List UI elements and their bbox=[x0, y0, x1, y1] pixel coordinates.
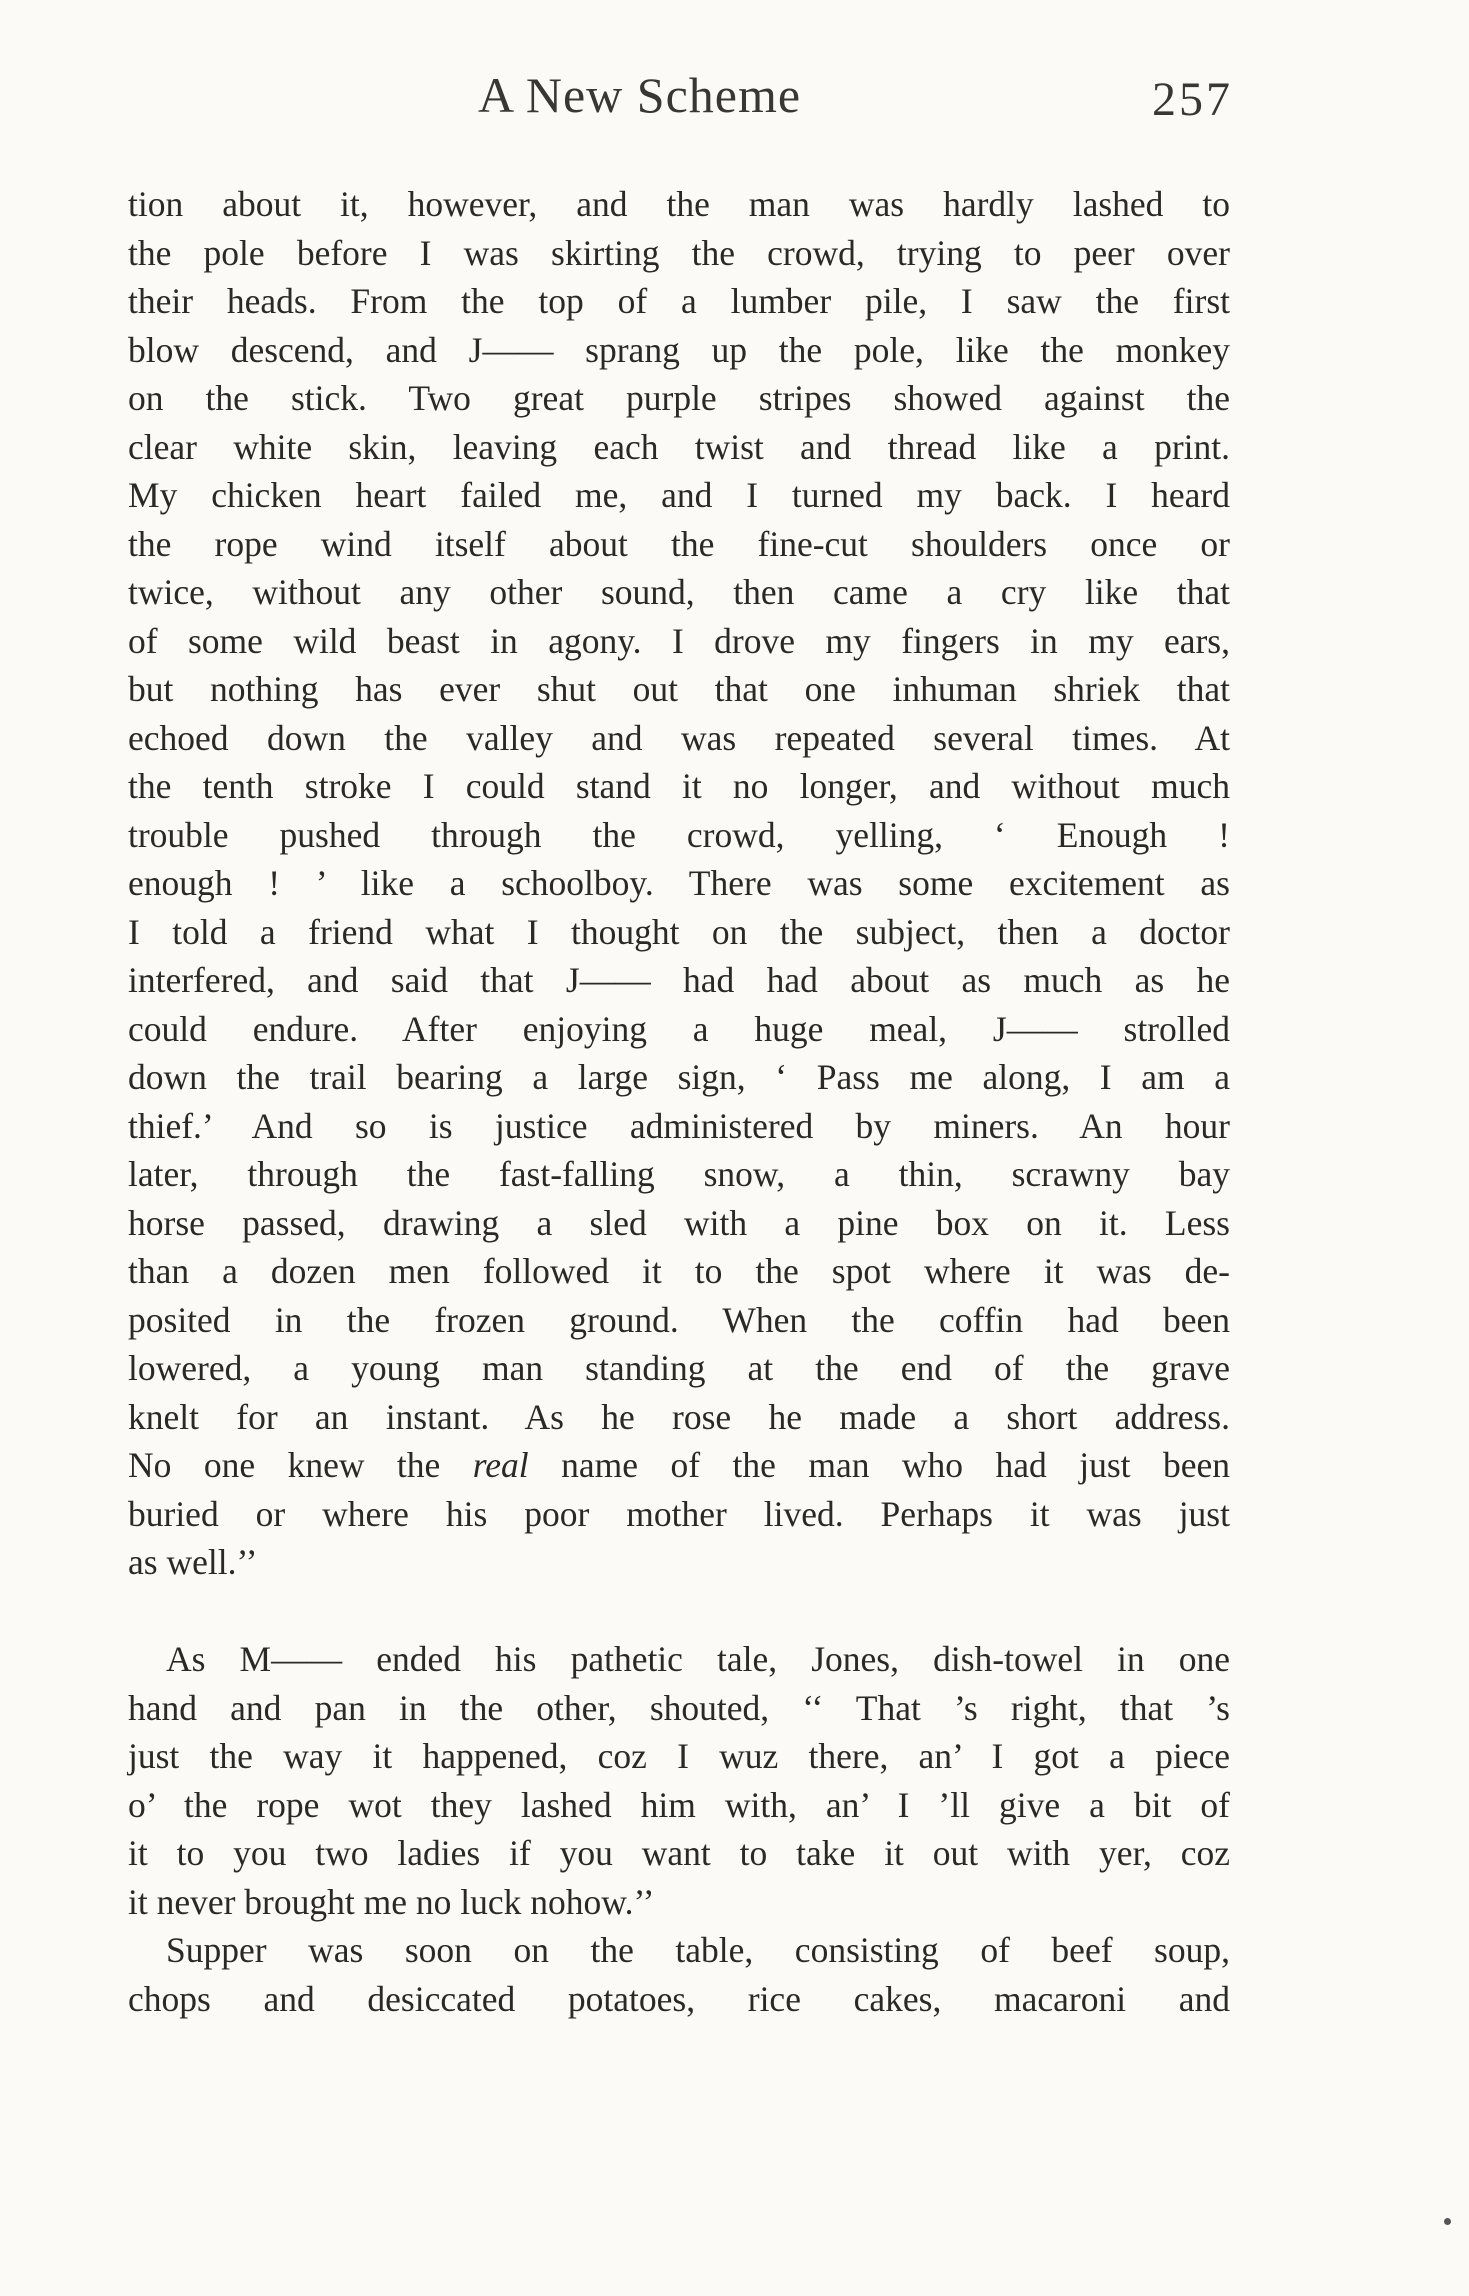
text-line: As M—— ended his pathetic tale, Jones, dish-towel in one bbox=[166, 1639, 1230, 1679]
text-line: thief.’ And so is justice administered by miners. An hour bbox=[128, 1105, 1230, 1146]
text-line: the rope wind itself about the fine-cut shoulders once or bbox=[128, 523, 1230, 564]
text-line: down the trail bearing a large sign, ‘ Pass me along, I am a bbox=[128, 1057, 1230, 1097]
text-line: I told a friend what I thought on the subject, then a doctor bbox=[128, 911, 1230, 952]
text-line: clear white skin, leaving each twist and thread like a print. bbox=[128, 426, 1230, 467]
text-line: horse passed, drawing a sled with a pine box on it. Less bbox=[128, 1202, 1230, 1243]
text-line: interfered, and said that J—— had had about as much as he bbox=[128, 960, 1230, 1000]
body-text bbox=[128, 180, 1230, 2023]
text-line: later, through the fast-falling snow, a thin, scrawny bay bbox=[128, 1154, 1230, 1194]
text-segment: name of the man who had just been bbox=[561, 1445, 1231, 1485]
text-line: as well.’’ bbox=[128, 1542, 258, 1582]
text-line: it never brought me no luck nohow.’’ bbox=[128, 1881, 655, 1922]
text-line: o’ the rope wot they lashed him with, an’ I ’ll give a bit of bbox=[128, 1784, 1230, 1825]
paragraph-gap bbox=[128, 1587, 1230, 1636]
text-line: lowered, a young man standing at the end of the grave bbox=[128, 1348, 1230, 1388]
text-line: tion about it, however, and the man was hardly lashed to bbox=[128, 184, 1230, 224]
text-line: chops and desiccated potatoes, rice cakes, macaroni and bbox=[128, 1978, 1230, 2019]
text-line: it to you two ladies if you want to take it out with yer, coz bbox=[128, 1833, 1230, 1873]
text-line: trouble pushed through the crowd, yelling, ‘ Enough ! bbox=[128, 814, 1230, 855]
text-line: could endure. After enjoying a huge meal, J—— strolled bbox=[128, 1008, 1230, 1049]
text-line: blow descend, and J—— sprang up the pole, like the monkey bbox=[128, 329, 1230, 370]
text-segment: No one knew the bbox=[128, 1445, 441, 1485]
text-line: the tenth stroke I could stand it no longer, and without much bbox=[128, 766, 1230, 806]
text-line: buried or where his poor mother lived. Perhaps it was just bbox=[128, 1493, 1230, 1534]
text-line: twice, without any other sound, then came a cry like that bbox=[128, 572, 1230, 612]
text-line: than a dozen men followed it to the spot where it was de- bbox=[128, 1251, 1230, 1291]
text-line: My chicken heart failed me, and I turned my back. I heard bbox=[128, 475, 1230, 515]
page-speck bbox=[1444, 2218, 1451, 2225]
text-line: their heads. From the top of a lumber pile, I saw the first bbox=[128, 281, 1230, 321]
text-line: Supper was soon on the table, consisting of beef soup, bbox=[166, 1930, 1230, 1970]
page-number: 257 bbox=[1152, 73, 1233, 126]
text-line: enough ! ’ like a schoolboy. There was some excitement as bbox=[128, 863, 1230, 903]
text-line: just the way it happened, coz I wuz there, an’ I got a piece bbox=[128, 1736, 1230, 1776]
text-line: knelt for an instant. As he rose he made a short address. bbox=[128, 1396, 1230, 1437]
italic-word: real bbox=[472, 1445, 529, 1485]
text-line: hand and pan in the other, shouted, ‘‘ That ’s right, that ’s bbox=[128, 1687, 1230, 1728]
text-line: echoed down the valley and was repeated several times. At bbox=[128, 717, 1230, 758]
text-line: posited in the frozen ground. When the coffin had been bbox=[128, 1299, 1230, 1340]
running-head bbox=[128, 66, 1233, 136]
text-line-with-italic bbox=[128, 1441, 1230, 1490]
text-line: but nothing has ever shut out that one inhuman shriek that bbox=[128, 669, 1230, 709]
text-line: of some wild beast in agony. I drove my fingers in my ears, bbox=[128, 620, 1230, 661]
text-line: on the stick. Two great purple stripes showed against the bbox=[128, 378, 1230, 418]
running-head-title: A New Scheme bbox=[478, 67, 802, 123]
text-line: the pole before I was skirting the crowd, trying to peer over bbox=[128, 232, 1230, 273]
